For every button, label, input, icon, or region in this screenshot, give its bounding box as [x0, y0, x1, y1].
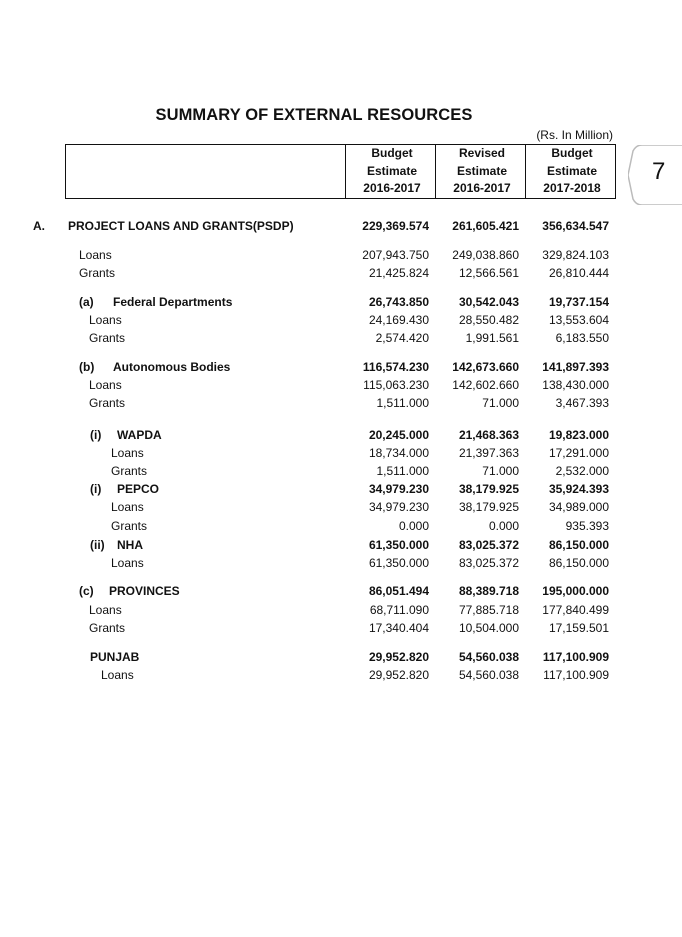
- table-row: Loans 24,169.430 28,550.482 13,553.604: [89, 313, 609, 327]
- column-header-revised-2016: Revised Estimate 2016-2017: [453, 146, 511, 195]
- table-row: Grants 17,340.404 10,504.000 17,159.501: [89, 621, 609, 635]
- table-row: Loans 29,952.820 54,560.038 117,100.909: [101, 668, 609, 682]
- table-row: Loans 68,711.090 77,885.718 177,840.499: [89, 603, 609, 617]
- table-row: (b) Autonomous Bodies 116,574.230 142,673.660 141,897.393: [79, 360, 609, 374]
- table-row: Grants 2,574.420 1,991.561 6,183.550: [89, 331, 609, 345]
- column-header-budget-2017: Budget Estimate 2017-2018: [543, 146, 601, 195]
- table-row: (i) PEPCO 34,979.230 38,179.925 35,924.393: [90, 482, 609, 496]
- table-row: Loans 18,734.000 21,397.363 17,291.000: [111, 446, 609, 460]
- page-title: SUMMARY OF EXTERNAL RESOURCES: [155, 106, 473, 124]
- table-row: Loans 115,063.230 142,602.660 138,430.000: [89, 378, 609, 392]
- table-row: (ii) NHA 61,350.000 83,025.372 86,150.000: [90, 538, 609, 552]
- table-row: Grants 0.000 0.000 935.393: [111, 519, 609, 533]
- page-number: 7: [652, 158, 666, 185]
- table-header: [65, 144, 616, 199]
- units-note: (Rs. In Million): [536, 128, 613, 142]
- column-header-budget-2016: Budget Estimate 2016-2017: [363, 146, 421, 195]
- table-row: Loans 61,350.000 83,025.372 86,150.000: [111, 556, 609, 570]
- table-row: (c) PROVINCES 86,051.494 88,389.718 195,000.000: [79, 584, 609, 598]
- table-row: Loans 207,943.750 249,038.860 329,824.103: [79, 248, 609, 262]
- header-divider: [345, 145, 346, 198]
- table-row: Grants 21,425.824 12,566.561 26,810.444: [79, 266, 609, 280]
- table-row: (i) WAPDA 20,245.000 21,468.363 19,823.000: [90, 428, 609, 442]
- table-row: Grants 1,511.000 71.000 3,467.393: [89, 396, 609, 410]
- table-row: PUNJAB 29,952.820 54,560.038 117,100.909: [90, 650, 609, 664]
- table-row: A. PROJECT LOANS AND GRANTS(PSDP) 229,369.574 261,605.421 356,634.547: [33, 219, 609, 233]
- table-row: Loans 34,979.230 38,179.925 34,989.000: [111, 500, 609, 514]
- table-row: Grants 1,511.000 71.000 2,532.000: [111, 464, 609, 478]
- table-row: (a) Federal Departments 26,743.850 30,542.043 19,737.154: [79, 295, 609, 309]
